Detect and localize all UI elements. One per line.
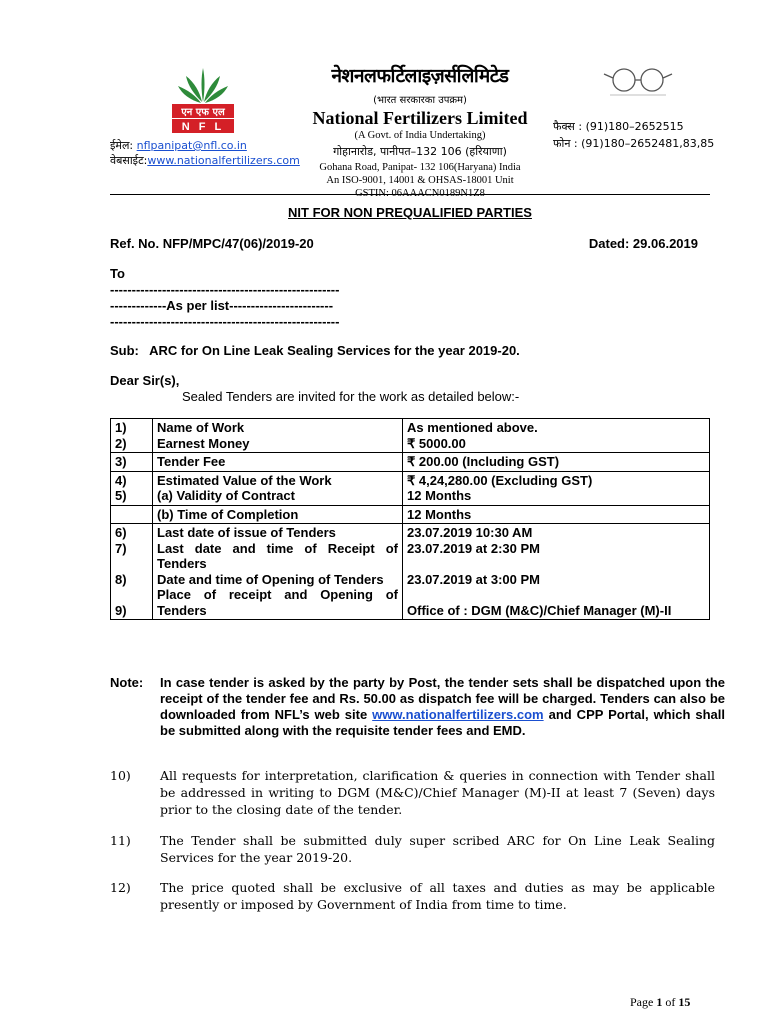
hindi-address: गोहानारोड, पानीपत–132 106 (हरियाणा) xyxy=(333,145,507,158)
subject-text: ARC for On Line Leak Sealing Services for the year 2019-20. xyxy=(149,343,520,358)
email-label: ईमेल: xyxy=(110,139,134,152)
swachh-bharat-logo xyxy=(600,64,680,98)
row-label: (b) Time of Completion xyxy=(153,505,403,524)
row-number: 1) 2) xyxy=(111,419,153,453)
row-value: ₹ 200.00 (Including GST) xyxy=(403,453,710,472)
table-row xyxy=(111,419,710,453)
address: Gohana Road, Panipat- 132 106(Haryana) India xyxy=(319,162,521,173)
subject-line xyxy=(110,343,520,358)
paragraph-text: The Tender shall be submitted duly super scribed ARC for On Line Leak Sealing Services for the year 2019-20. xyxy=(160,833,715,865)
row-value: 12 Months xyxy=(403,505,710,524)
nfl-logo xyxy=(168,62,238,134)
total-pages: 15 xyxy=(678,995,691,1009)
paragraph-text: The price quoted shall be exclusive of all taxes and duties as may be applicable presently or imposed by Government of India from time to time. xyxy=(160,880,715,912)
table-row xyxy=(111,505,710,524)
row-label: Name of Work Earnest Money xyxy=(153,419,403,453)
of-label: of xyxy=(665,995,676,1009)
salutation: Dear Sir(s), xyxy=(110,373,180,388)
website-link[interactable]: www.nationalfertilizers.com xyxy=(147,154,300,167)
email-link[interactable]: nflpanipat@nfl.co.in xyxy=(136,139,247,152)
govt-line: (A Govt. of India Undertaking) xyxy=(354,130,486,141)
phone-value: (91)180–2652481,83,85 xyxy=(581,137,715,150)
fax-label: फैक्स : xyxy=(553,120,583,133)
page-label: Page xyxy=(630,995,654,1009)
to-line-2: -------------As per list------------------------ xyxy=(110,298,334,313)
note-label: Note: xyxy=(110,675,144,690)
contact-left xyxy=(110,138,300,168)
nfl-logo-icon xyxy=(168,62,238,134)
paragraph-11 xyxy=(110,832,715,866)
row-value: 23.07.2019 10:30 AM 23.07.2019 at 2:30 PM 23.07.2019 at 3:00 PM Office of : DGM (M&C)/Chief Manager (M)-II xyxy=(403,524,710,620)
row-number: 3) xyxy=(111,453,153,472)
contact-right xyxy=(553,118,714,152)
row-value: As mentioned above. ₹ 5000.00 xyxy=(403,419,710,453)
table-row xyxy=(111,471,710,505)
paragraph-10 xyxy=(110,767,715,818)
document-title: NIT FOR NON PREQUALIFIED PARTIES xyxy=(288,205,532,220)
tender-details-table xyxy=(110,418,710,620)
paragraph-text: All requests for interpretation, clarification & queries in connection with Tender shall be addressed in writing to DGM (M&C)/Chief Manager (M)-II at least 7 (Seven) days prior to the closing date of the tender. xyxy=(160,768,715,817)
to-line-1: ----------------------------------------------------- xyxy=(110,282,340,297)
paragraph-number: 12) xyxy=(110,880,131,895)
row-number: 6) 7) 8) 9) xyxy=(111,524,153,620)
header-divider xyxy=(110,194,710,195)
logo-text: N F L xyxy=(181,121,225,133)
row-value: ₹ 4,24,280.00 (Excluding GST) 12 Months xyxy=(403,471,710,505)
table-row xyxy=(111,453,710,472)
logo-hindi-text: एन एफ एल xyxy=(181,107,225,118)
row-label: Last date of issue of Tenders Last date and time of Receipt of Tenders Date and time of Opening of Tenders Place of receipt and Opening of Tenders xyxy=(153,524,403,620)
to-label: To xyxy=(110,266,125,281)
reference-number: Ref. No. NFP/MPC/47(06)/2019-20 xyxy=(110,236,314,251)
fax-value: (91)180–2652515 xyxy=(585,120,684,133)
to-line-3: ----------------------------------------------------- xyxy=(110,314,340,329)
table-row xyxy=(111,524,710,620)
note-text-after: and CPP Portal, which shall be submitted along with the requisite tender fees and EMD. xyxy=(160,707,725,738)
company-name: National Fertilizers Limited xyxy=(312,108,528,128)
paragraph-number: 11) xyxy=(110,833,131,848)
row-number xyxy=(111,505,153,524)
invitation-text: Sealed Tenders are invited for the work as detailed below:- xyxy=(182,389,520,404)
current-page: 1 xyxy=(656,995,663,1009)
row-label: Tender Fee xyxy=(153,453,403,472)
iso-line: An ISO-9001, 14001 & OHSAS-18001 Unit xyxy=(326,175,514,186)
letterhead xyxy=(280,62,560,200)
note-text-before: In case tender is asked by the party by Post, the tender sets shall be dispatched upon the receipt of the tender fee and Rs. 50.00 as dispatch fee will be charged. Tenders can also be downloaded from NFL’s web site xyxy=(160,675,725,722)
phone-label: फोन : xyxy=(553,137,578,150)
row-number: 4) 5) xyxy=(111,471,153,505)
addressee-block xyxy=(110,266,339,330)
glasses-icon xyxy=(600,64,680,98)
row-label: Estimated Value of the Work (a) Validity of Contract xyxy=(153,471,403,505)
paragraph-number: 10) xyxy=(110,768,131,783)
page-number xyxy=(630,995,690,1010)
subject-label: Sub: xyxy=(110,343,139,358)
hindi-company-name: नेशनलफर्टिलाइज़र्सलिमिटेड xyxy=(331,65,509,87)
note-block xyxy=(110,675,725,739)
hindi-subtitle: (भारत सरकारका उपक्रम) xyxy=(373,95,467,106)
document-date: Dated: 29.06.2019 xyxy=(588,236,698,251)
note-website-link[interactable]: www.nationalfertilizers.com xyxy=(372,707,544,722)
website-label: वेबसाईट: xyxy=(110,154,148,167)
note-text xyxy=(160,675,725,739)
paragraph-12 xyxy=(110,879,715,913)
